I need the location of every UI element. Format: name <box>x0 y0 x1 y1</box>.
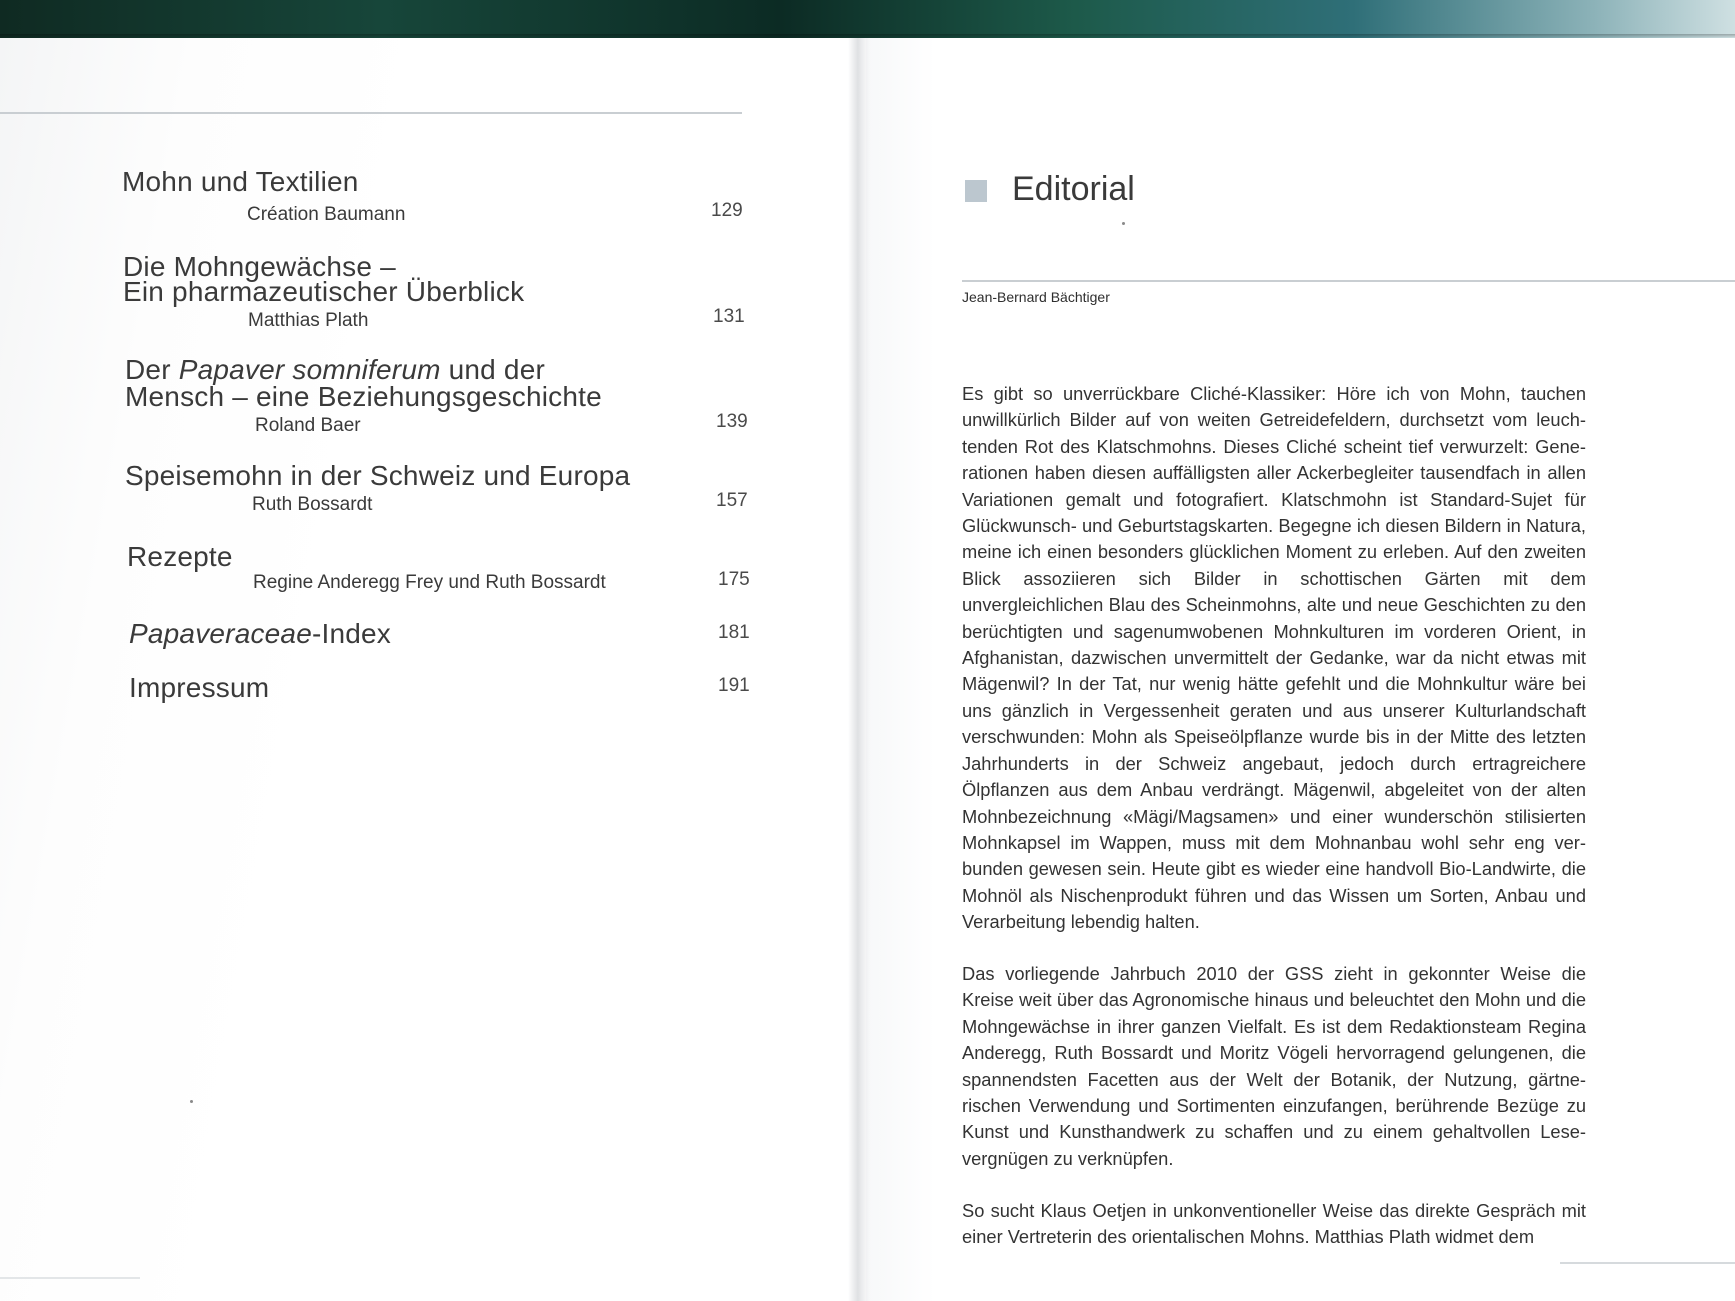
toc-author: Création Baumann <box>247 204 406 225</box>
toc-title <box>129 620 391 647</box>
toc-title-italic: Papaveraceae <box>129 618 312 649</box>
toc-title: Mohn und Textilien <box>122 166 359 197</box>
footer-rule <box>1560 1262 1735 1264</box>
heading-square-marker <box>965 180 987 202</box>
toc-page-number: 191 <box>718 675 750 696</box>
toc-title: Speisemohn in der Schweiz und Europa <box>125 460 631 491</box>
editorial-rule <box>962 280 1735 282</box>
toc-page-number: 157 <box>716 490 748 511</box>
toc-title: Impressum <box>129 672 270 703</box>
print-speck <box>190 1100 193 1103</box>
toc-title-line2: Ein pharmazeutischer Überblick <box>123 276 525 307</box>
toc-author: Regine Anderegg Frey und Ruth Bossardt <box>253 572 606 593</box>
editorial-paragraph-1: Es gibt so unverrückbare Cliché-Klassiker: Höre ich von Mohn, tauchen unwillkürlich Bilder auf von weiten Getreidefeldern, durchsetzt vom leuchtenden Rot des Klatschmohns. Dieses Cliché scheint tief verwurzelt: Generationen haben diesen auffälligsten aller Ackerbegleiter tausendfach in allen Variationen gemalt und fotografiert. Klatschmohn ist Standard-Sujet für Glückwunsch- und Geburtstagskarten. Begegne ich diesen Bildern in Natura, meine ich einen besonders glücklichen Moment zu erleben. Auf den zweiten Blick assoziieren sich Bilder in schottischen Gärten mit dem unvergleichlichen Blau des Scheinmohns, alte und neue Geschichten zu den berüchtigten und sagenumwobenen Mohnkulturen im vorderen Orient, in Afghanistan, dazwischen unvermittelt der Gedanke, war da nicht etwas mit Mägenwil? In der Tat, nur wenig hätte gefehlt und die Mohnkultur wäre bei uns gänzlich in Vergessenheit geraten und aus unserer Kulturlandschaft verschwunden: Mohn als Speiseölpflanze wurde bis in der Mitte des letzten Jahrhunderts in der Schweiz angebaut, jedoch durch ertragreichere Ölpflanzen aus dem Anbau verdrängt. Mägenwil, abgeleitet von der alten Mohnbezeichnung «Mägi/Magsamen» und einer wunderschön stilisierten Mohnkapsel im Wappen, muss mit dem Mohnanbau wohl sehr eng verbunden gewesen sein. Heute gibt es wieder eine handvoll Bio-Landwirte, die Mohnöl als Nischenprodukt führen und das Wissen um Sorten, Anbau und Verarbeitung lebendig halten. <box>962 383 1586 933</box>
toc-title-post: -Index <box>311 618 392 649</box>
toc-page-number: 181 <box>718 622 750 643</box>
editorial-paragraph-3: So sucht Klaus Oetjen in unkonventioneller Weise das direkte Gespräch mit einer Vertreterin des orientalischen Mohns. Matthias Plath widmet dem <box>962 1200 1586 1248</box>
print-speck <box>1122 222 1125 225</box>
toc-title-post: und der <box>440 354 545 385</box>
toc-page-number: 129 <box>711 200 743 221</box>
toc-title: Die Mohngewächse – <box>123 251 396 282</box>
editorial-paragraph-2: Das vorliegende Jahrbuch 2010 der GSS zieht in gekonnter Weise die Kreise weit über das Agronomische hinaus und beleuchtet den Mohn und die Mohngewächse in ihrer ganzen Vielfalt. Es ist dem Redaktionsteam Regina Anderegg, Ruth Bossardt und Moritz Vögeli hervorragend gelungenen, die spannendsten Facetten aus der Welt der Botanik, der Nutzung, gärtnerischen Verwendung und Sortimenten einzufangen, berührende Bezüge zu Kunst und Kunsthandwerk zu schaffen und zu einem gehaltvollen Lesevergnügen zu verknüpfen. <box>962 963 1586 1169</box>
toc-page-number: 131 <box>713 306 745 327</box>
editorial-author: Jean-Bernard Bächtiger <box>962 289 1110 305</box>
toc-title-pre: Der <box>125 354 179 385</box>
left-header-rule <box>0 112 742 114</box>
toc-title <box>125 356 545 383</box>
top-photo-strip <box>0 0 1735 38</box>
toc-author: Ruth Bossardt <box>252 494 373 515</box>
toc-author: Matthias Plath <box>248 310 369 331</box>
toc-title-italic: Papaver somniferum <box>178 354 441 385</box>
toc-page-number: 139 <box>716 411 748 432</box>
editorial-heading: Editorial <box>1012 170 1135 208</box>
footer-rule-left <box>0 1277 140 1279</box>
book-spine <box>848 38 870 1301</box>
toc-title-line2: Mensch – eine Beziehungsgeschichte <box>125 381 602 412</box>
toc-author: Roland Baer <box>255 415 361 436</box>
toc-title: Rezepte <box>127 541 233 572</box>
left-page <box>0 38 856 1301</box>
toc-page-number: 175 <box>718 569 750 590</box>
